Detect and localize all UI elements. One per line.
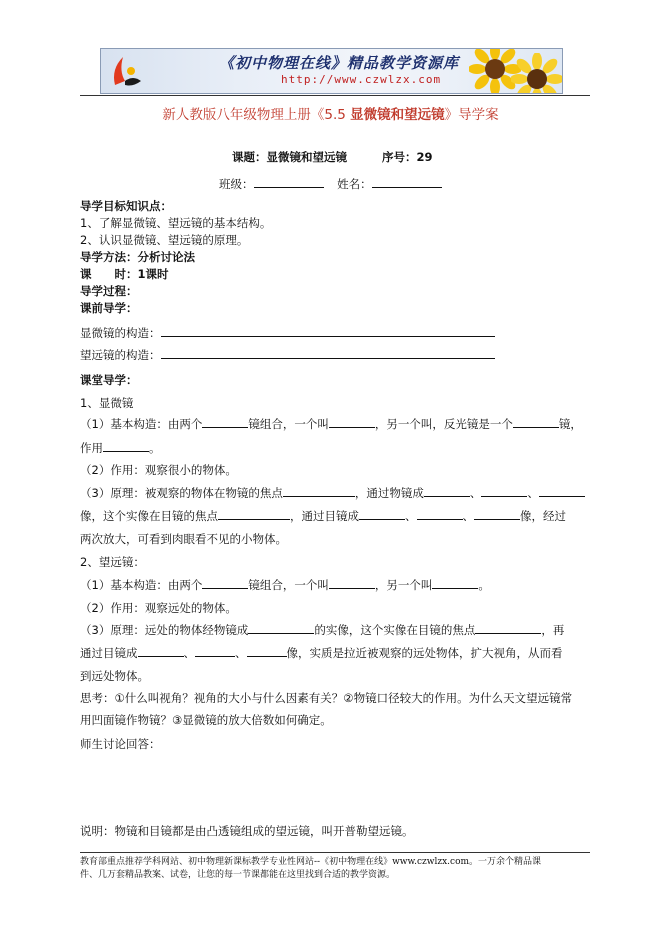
answer-blank[interactable]	[138, 645, 184, 657]
hours-line: 课 时：1课时	[80, 267, 169, 281]
footer-line: 教育部重点推荐学科网站、初中物理新课标教学专业性网站--《初中物理在线》www.czwlzx.com。一万余个精品课	[80, 857, 542, 867]
answer-blank[interactable]	[161, 347, 495, 359]
microscope-principle-end: 两次放大，可看到肉眼看不见的小物体。	[80, 532, 287, 546]
document-title: 新人教版八年级物理上册《5.5 显微镜和望远镜》导学案	[162, 107, 499, 123]
telescope-function: （2）作用：观察远处的物体。	[80, 601, 237, 615]
discussion-label: 师生讨论回答：	[80, 737, 161, 751]
note-line: 说明：物镜和目镜都是由凸透镜组成的望远镜，叫开普勒望远镜。	[80, 824, 414, 838]
goal-item: 2、认识显微镜、望远镜的原理。	[80, 233, 249, 247]
method-line: 导学方法：分析讨论法	[80, 250, 195, 264]
telescope-structure-line: 望远镜的构造：	[80, 347, 495, 363]
footer-line: 件、几万套精品教案、试卷，让您的每一节课都能在这里找到合适的教学资源。	[80, 870, 396, 880]
answer-blank[interactable]	[329, 577, 375, 589]
answer-blank[interactable]	[481, 485, 527, 497]
answer-blank[interactable]	[539, 485, 585, 497]
answer-blank[interactable]	[417, 508, 463, 520]
name-blank[interactable]	[372, 176, 442, 188]
answer-blank[interactable]	[103, 440, 149, 452]
header-rule	[80, 95, 590, 96]
answer-blank[interactable]	[248, 622, 314, 634]
answer-blank[interactable]	[359, 508, 405, 520]
telescope-structure-question: （1）基本构造：由两个 镜组合，一个叫 ，另一个叫 。	[80, 578, 490, 592]
goal-item: 1、了解显微镜、望远镜的基本结构。	[80, 216, 272, 230]
answer-blank[interactable]	[424, 485, 470, 497]
goals-heading: 导学目标知识点：	[80, 199, 172, 213]
answer-blank[interactable]	[247, 645, 287, 657]
in-class-heading: 课堂导学：	[80, 373, 138, 387]
answer-blank[interactable]	[161, 325, 495, 337]
microscope-structure-question-cont: 作用 。	[80, 441, 161, 455]
microscope-function: （2）作用：观察很小的物体。	[80, 463, 237, 477]
class-field: 班级： 姓名：	[219, 176, 442, 192]
microscope-principle-cont: 像，这个实像在目镜的焦点 ，通过目镜成 、 、 像，经过	[80, 509, 566, 523]
telescope-principle-cont: 通过目镜成 、 、 像，实质是拉近被观察的远处物体，扩大视角，从而看	[80, 646, 563, 660]
process-heading: 导学过程：	[80, 284, 138, 298]
answer-blank[interactable]	[474, 508, 520, 520]
microscope-principle: （3）原理：被观察的物体在物镜的焦点 ，通过物镜成 、 、	[80, 485, 585, 501]
section-telescope: 2、望远镜：	[80, 555, 145, 569]
thinking-question-line: 用凹面镜作物镜？③显微镜的放大倍数如何确定。	[80, 713, 332, 727]
footer-rule	[80, 852, 590, 853]
header-banner	[100, 48, 563, 94]
sunflower-icon	[511, 53, 563, 94]
answer-blank[interactable]	[475, 622, 541, 634]
section-microscope: 1、显微镜	[80, 396, 134, 410]
microscope-structure-line: 显微镜的构造：	[80, 325, 495, 341]
banner-title: 《初中物理在线》精品教学资源库	[219, 54, 460, 72]
pre-class-heading: 课前导学：	[80, 301, 138, 315]
telescope-principle: （3）原理：远处的物体经物镜成 的实像，这个实像在目镜的焦点 ，再	[80, 623, 565, 637]
topic-label: 课题：显微镜和望远镜	[232, 150, 347, 164]
answer-blank[interactable]	[202, 577, 248, 589]
answer-blank[interactable]	[432, 577, 478, 589]
class-blank[interactable]	[254, 176, 324, 188]
thinking-question-line: 思考：①什么叫视角？视角的大小与什么因素有关？②物镜口径较大的作用。为什么天文望远镜常	[80, 691, 573, 705]
serial-number: 序号：29	[382, 150, 433, 164]
answer-blank[interactable]	[195, 645, 235, 657]
answer-blank[interactable]	[513, 416, 559, 428]
telescope-principle-end: 到远处物体。	[80, 669, 149, 683]
banner-url[interactable]: http://www.czwlzx.com	[281, 73, 442, 86]
answer-blank[interactable]	[218, 508, 290, 520]
answer-blank[interactable]	[202, 416, 248, 428]
answer-blank[interactable]	[329, 416, 375, 428]
answer-blank[interactable]	[283, 485, 355, 497]
microscope-structure-question: （1）基本构造：由两个 镜组合，一个叫 ，另一个叫，反光镜是一个 镜，	[80, 417, 582, 431]
site-logo-icon	[107, 51, 147, 91]
